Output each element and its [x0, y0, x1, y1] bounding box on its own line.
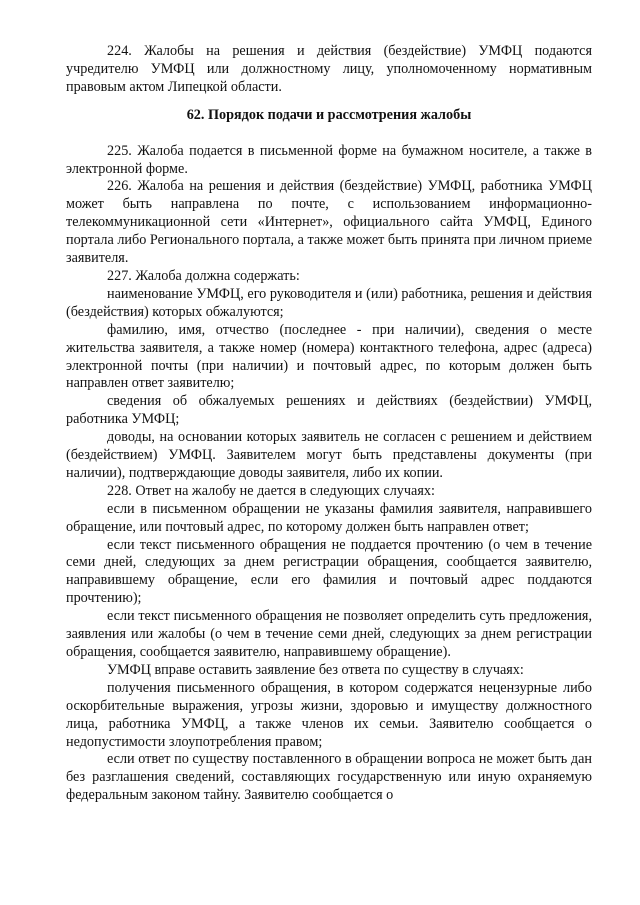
paragraph-226: 226. Жалоба на решения и действия (бездействие) УМФЦ, работника УМФЦ может быть направлена по почте, с использованием информационно-телекоммуникационной сети «Интернет», официального сайта УМФЦ, Единого портала либо Регионального портала, а также может быть принята при личном приеме заявителя. [66, 178, 592, 267]
section-heading: 62. Порядок подачи и рассмотрения жалобы [186, 106, 472, 123]
list-item-no-name: если в письменном обращении не указаны фамилия заявителя, направившего обращение, или почтовый адрес, по которому должен быть направлен ответ; [66, 500, 592, 535]
list-item-arguments: доводы, на основании которых заявитель не согласен с решением и действием (бездействием) УМФЦ. Заявителем могут быть представлены документы (при наличии), подтверждающие доводы заявителя, либо их копии. [66, 429, 592, 481]
paragraph-224: 224. Жалобы на решения и действия (бездействие) УМФЦ подаются учредителю УМФЦ или должностному лицу, уполномоченному нормативным правовым актом Липецкой области. [66, 43, 592, 95]
paragraph-umfc-right: УМФЦ вправе оставить заявление без ответа по существу в случаях: [107, 661, 524, 678]
list-item-decisions: сведения об обжалуемых решениях и действиях (бездействии) УМФЦ, работника УМФЦ; [66, 393, 592, 428]
list-item-name: наименование УМФЦ, его руководителя и (или) работника, решения и действия (бездействия) которых обжалуются; [66, 285, 592, 320]
paragraph-227: 227. Жалоба должна содержать: [107, 267, 300, 284]
list-item-unreadable: если текст письменного обращения не поддается прочтению (о чем в течение семи дней, следующих за днем регистрации обращения, сообщается заявителю, направившему обращение, если его фамилия и почтовый адрес поддаются прочтению); [66, 536, 592, 607]
list-item-secret: если ответ по существу поставленного в обращении вопроса не может быть дан без разглашения сведений, составляющих государственную или иную охраняемую федеральным законом тайну. Заявителю сообщается о [66, 751, 592, 804]
list-item-obscene: получения письменного обращения, в котором содержатся нецензурные либо оскорбительные выражения, угрозы жизни, здоровью и имуществу должностного лица, работника УМФЦ, а также членов их семьи. Заявителю сообщается о недопустимости злоупотребления правом; [66, 679, 592, 750]
list-item-personal-data: фамилию, имя, отчество (последнее - при наличии), сведения о месте жительства заявителя, а также номер (номера) контактного телефона, адрес (адреса) электронной почты (при наличии) и почтовый адрес, по которым должен быть направлен ответ заявителю; [66, 321, 592, 392]
list-item-undefined-essence: если текст письменного обращения не позволяет определить суть предложения, заявления или жалобы (о чем в течение семи дней, следующих за днем регистрации обращения, сообщается заявителю, направившему обращение). [66, 608, 592, 660]
paragraph-225: 225. Жалоба подается в письменной форме на бумажном носителе, а также в электронной форме. [66, 142, 592, 177]
paragraph-228: 228. Ответ на жалобу не дается в следующих случаях: [107, 482, 435, 499]
